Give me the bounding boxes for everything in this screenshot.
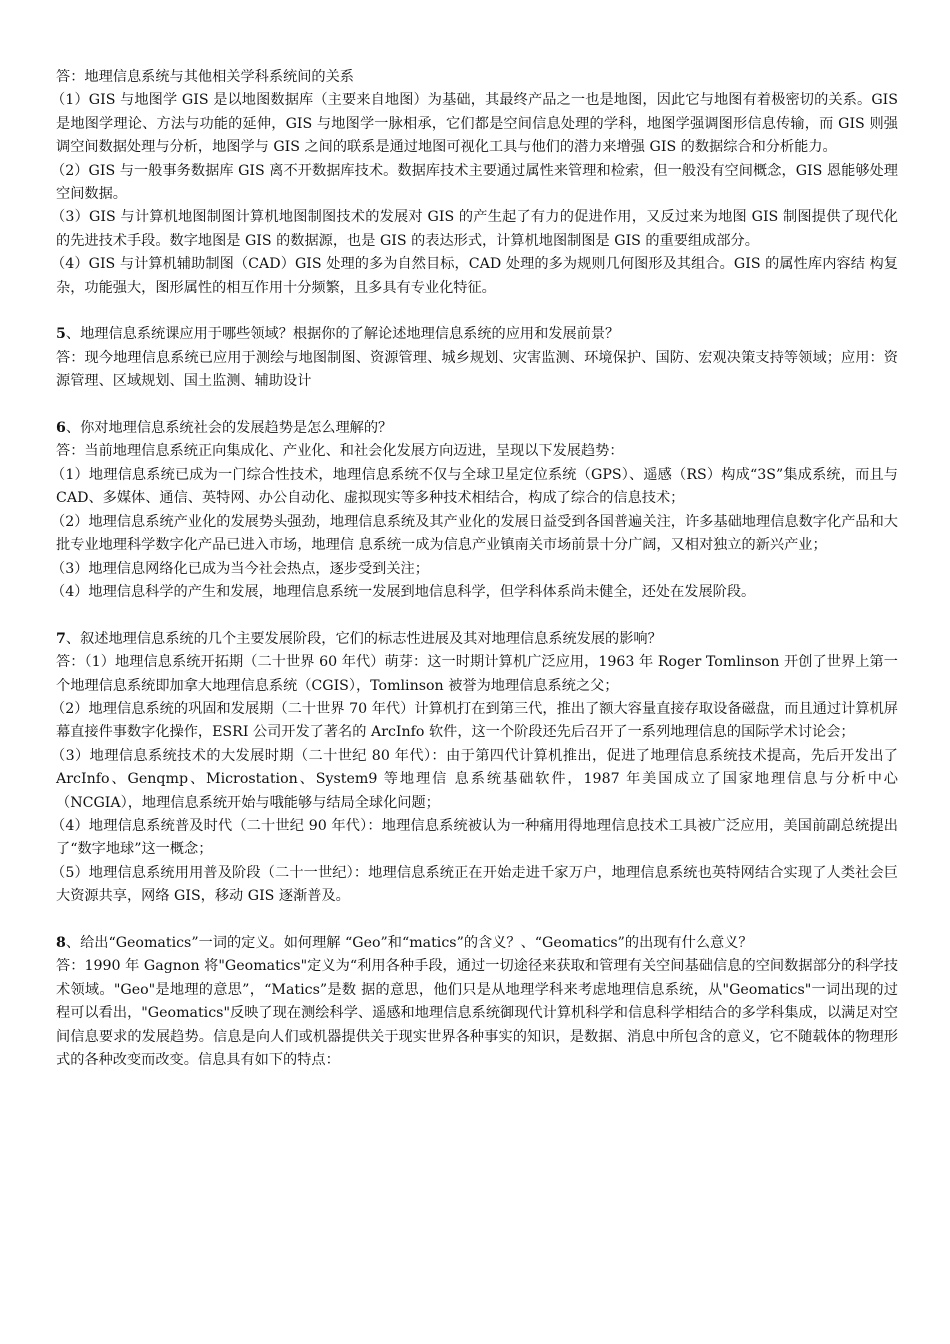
answer-text: 答：现今地理信息系统已应用于测绘与地图制图、资源管理、城乡规划、灾害监测、环境保护、国防、宏观决策支持等领域；应用：资源管理、区域规划、国土监测、辅助设计	[56, 349, 898, 390]
section-gis-relations	[51, 66, 898, 300]
list-item: （3）GIS 与计算机地图制图计算机地图制图技术的发展对 GIS 的产生起了有力的促进作用，又反过来为地图 GIS 制图提供了现代化的先进技术手段。数字地图是 GIS 的数据源，也是 GIS 的表达形式，计算机地图制图是 GIS 的重要组成部分。	[51, 209, 898, 249]
question-title	[56, 932, 898, 955]
question-title	[56, 628, 898, 651]
list-item: （4）地理信息系统普及时代（二十世纪 90 年代）：地理信息系统被认为一种痛用得地理信息技术工具被广泛应用，美国前副总统提出了“数字地球”这一概念；	[51, 817, 898, 858]
document-page	[51, 66, 898, 1072]
list-item: （1）地理信息系统已成为一门综合性技术，地理信息系统不仅与全球卫星定位系统（GPS）、遥感（RS）构成“3S”集成系统，而且与 CAD、多媒体、通信、英特网、办公自动化、虚拟现实等多种技术相结合，构成了综合的信息技术；	[51, 466, 898, 507]
section-question-7	[51, 628, 898, 909]
question-text: 、你对地理信息系统社会的发展趋势是怎么理解的？	[65, 420, 393, 437]
list-item: （2）地理信息系统产业化的发展势头强劲，地理信息系统及其产业化的发展日益受到各国普遍关注，许多基础地理信息数字化产品和大批专业地理科学数字化产品已进入市场，地理信 息系统一成为信息产业镇南关市场前景十分广阔，又相对独立的新兴产业；	[51, 513, 898, 554]
question-number: 7	[56, 630, 66, 647]
list-item: （2）GIS 与一般事务数据库 GIS 离不开数据库技术。数据库技术主要通过属性来管理和检索，但一般没有空间概念，GIS 恩能够处理空间数据。	[51, 162, 898, 203]
question-number: 8	[56, 934, 66, 951]
question-title	[56, 417, 898, 440]
list-item: （2）地理信息系统的巩固和发展期（二十世界 70 年代）计算机打在到第三代，推出了额大容量直接存取设备磁盘，而且通过计算机屏幕直接件事数字化操作，ESRI 公司开发了著名的 ArcInfo 软件，这一个阶段还先后召开了一系列地理信息的国际学术讨论会；	[51, 700, 898, 741]
list-item: （1）GIS 与地图学 GIS 是以地图数据库（主要来自地图）为基础，其最终产品之一也是地图，因此它与地图有着极密切的关系。GIS 是地图学理论、方法与功能的延伸，GIS 与地图学一脉相承，它们都是空间信息处理的学科，地图学强调图形信息传输，而 GIS 则强调空间数据处理与分析，地图学与 GIS 之间的联系是通过地图可视化工具与他们的潜力来增强 GIS 的数据综合和分析能力。	[51, 92, 898, 156]
question-text: 、叙述地理信息系统的几个主要发展阶段，它们的标志性进展及其对地理信息系统发展的影响？	[65, 630, 662, 647]
question-title	[56, 323, 898, 346]
list-item: （5）地理信息系统用用普及阶段（二十一世纪）：地理信息系统正在开始走进千家万户，地理信息系统也英特网结合实现了人类社会巨大资源共享，网络 GIS，移动 GIS 逐渐普及。	[51, 864, 898, 905]
question-text: 、地理信息系统课应用于哪些领域？根据你的了解论述地理信息系统的应用和发展前景？	[65, 326, 620, 343]
question-number: 6	[56, 420, 66, 437]
list-item: （3）地理信息网络化已成为当今社会热点，逐步受到关注；	[51, 560, 429, 577]
answer-intro: 答：地理信息系统与其他相关学科系统间的关系	[56, 69, 354, 85]
section-question-8	[56, 932, 898, 1072]
list-item: （4）GIS 与计算机辅助制图（CAD）GIS 处理的多为自然目标，CAD 处理的多为规则几何图形及其组合。GIS 的属性库内容结 构复杂，功能强大，图形属性的相互作用十分频繁，且多具有专业化特征。	[51, 256, 898, 296]
list-item: （3）地理信息系统技术的大发展时期（二十世纪 80 年代）：由于第四代计算机推出，促进了地理信息系统技术提高，先后开发出了 ArcInfo、Genqmp、Microstation、System9 等地理信 息系统基础软件，1987 年美国成立了国家地理信息与分析中心（NCGIA），地理信息系统开始与哦能够与结局全球化问题；	[51, 747, 898, 811]
answer-intro: 答：当前地理信息系统正向集成化、产业化、和社会化发展方向迈进，呈现以下发展趋势：	[56, 443, 624, 460]
list-item: 答：（1）地理信息系统开拓期（二十世界 60 年代）萌芽：这一时期计算机广泛应用，1963 年 Roger Tomlinson 开创了世界上第一个地理信息系统即加拿大地理信息系统（CGIS），Tomlinson 被誉为地理信息系统之父；	[56, 654, 898, 694]
answer-text: 答：1990 年 Gagnon 将"Geomatics"定义为“利用各种手段，通过一切途径来获取和管理有关空间基础信息的空间数据部分的科学技术领域。"Geo"是地理的意思”，“Matics”是数 据的意思，他们只是从地理学科来考虑地理信息系统，从"Geomatics"一词出现的过程可以看出，"Geomatics"反映了现在测绘科学、遥感和地理信息系统御现代计算机科学和信息科学相结合的多学科集成，以满足对空间信息要求的发展趋势。信息是向人们或机器提供关于现实世界各种事实的知识，是数据、消息中所包含的意义，它不随载体的物理形式的各种改变而改变。信息具有如下的特点：	[56, 958, 898, 1068]
question-number: 5	[56, 326, 66, 343]
list-item: （4）地理信息科学的产生和发展，地理信息系统一发展到地信息科学，但学科体系尚未健全，还处在发展阶段。	[51, 583, 756, 600]
section-question-6	[51, 417, 898, 604]
section-question-5	[56, 323, 898, 393]
question-text: 、给出“Geomatics”一词的定义。如何理解 “Geo”和“matics”的含义？、“Geomatics”的出现有什么意义？	[65, 934, 753, 951]
